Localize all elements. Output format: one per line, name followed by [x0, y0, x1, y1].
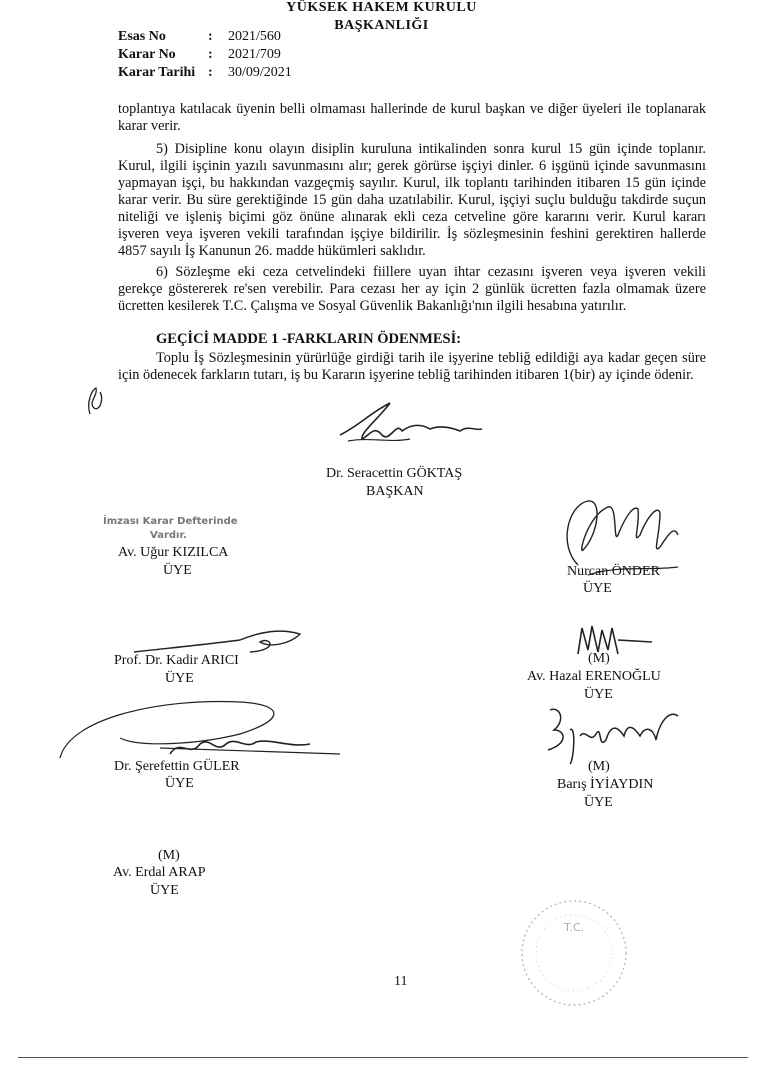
signatory-name-erenoglu: Av. Hazal ERENOĞLU	[527, 669, 661, 684]
stamp-label: T.C.	[564, 921, 585, 934]
page-number: 11	[394, 974, 408, 989]
meta-value: 2021/560	[228, 29, 281, 44]
meta-colon: :	[208, 29, 213, 44]
document-body	[118, 101, 706, 384]
official-stamp	[512, 895, 642, 1015]
meta-label: Karar No	[118, 47, 176, 62]
org-title-line2: BAŞKANLIĞI	[334, 18, 429, 33]
signatory-name-iyiaydin: Barış İYİAYDIN	[557, 777, 654, 792]
signatory-role-arap: ÜYE	[150, 883, 179, 898]
meta-colon: :	[208, 65, 213, 80]
margin-handwritten-mark	[82, 382, 112, 420]
signatory-role-iyiaydin: ÜYE	[584, 795, 613, 810]
signatory-mark-erenoglu: (M)	[588, 651, 610, 666]
signature-note-stamp-line2: Vardır.	[150, 530, 187, 541]
signatory-role-erenoglu: ÜYE	[584, 687, 613, 702]
signatory-name-onder: Nurcan ÖNDER	[567, 564, 660, 579]
meta-label: Karar Tarihi	[118, 65, 196, 80]
meta-colon: :	[208, 47, 213, 62]
signatory-role-kizilca: ÜYE	[163, 563, 192, 578]
signature-erenoglu	[572, 620, 662, 660]
paragraph-continuation: toplantıya katılacak üyenin belli olmaması hallerinde de kurul başkan ve diğer üyeleri ile toplanarak karar verir.	[118, 101, 706, 134]
paragraph-6: 6) Sözleşme eki ceza cetvelindeki fiillere uyan ihtar cezasını işveren veya işveren vekili gerekçe göstererek re'sen verebilir. Para cezası her ay için 2 günlük ücretten fazla olmamak üzere ücretten kesilerek T.C. Çalışma ve Sosyal Güvenlik Bakanlığı'nın ilgili hesabına yatırılır.	[118, 264, 706, 314]
meta-value: 30/09/2021	[228, 65, 292, 80]
signatory-name-kizilca: Av. Uğur KIZILCA	[118, 545, 229, 560]
signatory-role-arici: ÜYE	[165, 671, 194, 686]
org-title-line1: YÜKSEK HAKEM KURULU	[286, 0, 477, 15]
meta-decision-number	[118, 46, 281, 64]
meta-value: 2021/709	[228, 47, 281, 62]
signatory-role-onder: ÜYE	[583, 581, 612, 596]
signature-iyiaydin	[540, 700, 690, 770]
paragraph-temporary-article: Toplu İş Sözleşmesinin yürürlüğe girdiği tarih ile işyerine tebliğ edildiği aya kadar geçen süre için ödenecek farkların tutarı, iş bu Kararın işyerine tebliğ tarihinden itibaren 1(bir) ay içinde ödenir.	[118, 350, 706, 383]
section-heading: GEÇİCİ MADDE 1 -FARKLARIN ÖDENMESİ:	[156, 331, 462, 347]
signatory-role-guler: ÜYE	[165, 776, 194, 791]
signatory-name-arici: Prof. Dr. Kadir ARICI	[114, 653, 239, 668]
signatory-name-chair: Dr. Seracettin GÖKTAŞ	[326, 466, 463, 481]
signature-note-stamp: İmzası Karar Defterinde	[103, 516, 238, 527]
signatory-name-arap: Av. Erdal ARAP	[113, 865, 206, 880]
meta-decision-date	[118, 64, 292, 82]
signature-chair	[330, 395, 490, 460]
footer-divider	[18, 1057, 748, 1058]
signatory-mark-arap: (M)	[158, 848, 180, 863]
signatory-name-guler: Dr. Şerefettin GÜLER	[114, 759, 240, 774]
signatory-role-chair: BAŞKAN	[366, 484, 424, 499]
meta-case-number	[118, 28, 281, 46]
signatory-mark-iyiaydin: (M)	[588, 759, 610, 774]
paragraph-5: 5) Disipline konu olayın disiplin kuruluna intikalinden sonra kurul 15 gün içinde toplanır. Kurul, ilgili işçinin yazılı savunmasını alır; gerek görürse işçiyi dinler. 6 işgünü içinde savunmasını yapmayan işçi, bu hakkından vazgeçmiş sayılır. Kurul, ilk toplantı tarihinden itibaren 15 gün içinde karar verir. Bu süre gerektiğinde 15 gün daha uzatılabilir. Kurul, işçiyi suçlu bulduğu takdirde suçun niteliği ve işleniş biçimi göz önüne alınarak ekli ceza cetveline göre kararını verir. Kurul kararı işveren veya işveren vekili tarafından işçiye bildirilir. İş sözleşmesinin feshini gerektiren hallerde 4857 sayılı İş Kanunun 26. madde hükümleri saklıdır.	[118, 141, 706, 259]
meta-label: Esas No	[118, 29, 166, 44]
